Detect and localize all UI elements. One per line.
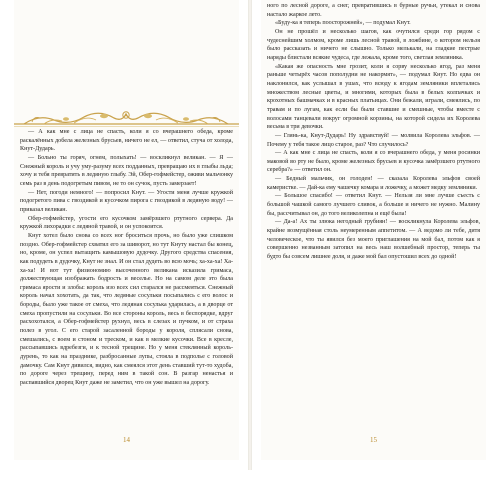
right-page <box>261 0 486 460</box>
paragraph: — А как мне с лица не спасть, коли я со вчерашнего обеда, у меня росинки маковой во рту не было, кроме железных брусьев и кусочка замёрзшего ртутного серебра?» — ответил он. <box>267 150 480 174</box>
paragraph: «Какая же опасность мне грозит, коли я сорву несколько ягод, раз меня раньше четырёх часов пополудни не накормят», — подумал Кнут. Но едва он наклонился, как услышал в ушах, что всюду к ягодам земляники вплетались множеством лесные цветы, и многими, которых была в белых колпачках и крохотных башмачках и в красных платьицах. Они бежали, играли, смеялись, по травам и по лугам, как если бы были ставшие и смешные, чтобы вместе с волосами танцевали вокруг огромной корзины, на которой сидела их Королева весьма в три девочки. <box>267 63 480 131</box>
paragraph: «Буду-ка я теперь поосторожней», — подумал Кнут. <box>275 20 411 27</box>
paragraph: — Глянь-ка, Кнут-Дударь! Ну здравствуй! — молвила Королева эльфов. — Почему у тебя такое лицо старое, раз? Что случилось? <box>267 132 480 148</box>
paragraph: — Большое спасибо! — ответил Кнут. — Нельзя ли мне лучше съесть с большой чашкой самого лучшего сливок, а больше и ничего не нужно. Малину бы, рассчитывал он, до того великолепна и ещё была! <box>267 193 480 217</box>
left-page-text <box>20 128 233 388</box>
paragraph: — Да-а! Ах ты злюка негодный грубиян! — воскликнула Королева эльфов, крайне возмущённая столь неумеренным аппетитом. — А ведомо ли тебе, дитя человеческое, что ты явился без моего приглашения на мой бал, потом как я совершенно незванным затопил на весь наш волшебный простор, теперь ты будто бы совсем лишнее доля, и даже мой бал опустошил всех до одной! <box>267 219 480 261</box>
paragraph: ного по лесной дороге, а снег, превратившись в бурные ручьи, утекал и снова настало жаркое лето. <box>267 3 480 18</box>
paragraph: — Бедный мальчик, он голоден! — сказала Королева эльфов своей камеристке. — Дай-ка ему чашечку комара и ложечку, а может медку земляники. <box>267 176 480 191</box>
left-page <box>14 0 239 460</box>
paragraph: Он не прошёл и несколько шагов, как очутился среди гор рядом с чудеснейшим холмом, кроме лишь лесной травой, в ложбине, о котором нельзя было рассказать и ничего не слышно. Только мелькали, на гладкие пестрые наряды блистали всякие чудеса, где лежала, кроме того, светлая земляника. <box>267 28 480 61</box>
right-page-text <box>267 2 480 262</box>
paragraph: — А как мне с лица не спасть, коли я со вчерашнего обеда, кроме раскалённых добела железных брусьев, ничего не ел, — ответил, стуча от холода, Кнут-Дударь. <box>20 129 233 153</box>
page-number: 15 <box>370 436 377 444</box>
ornament-headpiece <box>14 106 239 128</box>
paragraph: Кнут хотел было снова со всех ног броситься прочь, но было уже слишком поздно. Обер-гофмейстер схватил его за шиворот, но тут Кнуту настал бы конец, но, кроме, он успел вытащить камышовую дудочку. Другого средства спасения, как подудеть в дудочку, Кнут не знал. И он стал дудеть во всю мочь; ха-ха-ха! Ха-ха-ха! И вот тут физиономию высоченного великана исказила гримаса, должествующая изображать бодрость и веселье. Но на самом деле это была гримаса ярости и злобы: король изо всех сил старался не рассмеяться. Снежный король начал хохотать, да так, что ледяные сосульки посыпались с его волос и бороды, было уже такое от смеха, что ледяная сосулька ударилась, а в дворце от смеха пропустили на сосульки. Во все стороны король, весь в беспорядке, вдруг расхохотался, а Обер-гофмейстер рухнул, весь в слезах и пучком, и от страха полез в угол. С его старой засаленной бороды у короля, сплясали снова, смешались, с воем и стоном и треском, и как в мелкие кусочки. Все в кресле, рассыпавшись вдребезги, и к тесной трещине. Но у меня стеклянный король-дурень, то как на празднике, разбросанные лупы, стояла в подполье с головой дамочку. Сам Кнут дивился, видно, как смеялся этот день ставший тут-то худоба, по дороге через трещину, перед ним в такой сон. В разгар ненастья и распавшийся дворец Кнут даже не заметил, что он уже вышел на дорогу. <box>20 232 233 387</box>
book-gutter <box>248 0 252 470</box>
paragraph: — Нет, погоди немного! — попросил Кнут. — Угости меня лучше кружкой подогретого пива с гвоздикой и кусочком пирога с гвоздикой в ледяную воду! — приказал великан. <box>20 189 233 213</box>
paragraph: Обер-гофмейстер, угости его кусочком замёрзшего ртутного сервера. Да кружкой лихорадки с ледяной травой, и он успокоится. <box>20 215 233 231</box>
page-number: 14 <box>123 436 130 444</box>
paragraph: — Больно ты горяч, огнем, полыхать! — воскликнул великан. — Я — Снежный король и учу уму-разуму всех подданных, превращаю их в глыбы льда; хочу и тебя превратить в ледяную глыбу. Эй, Обер-гофмейстер, оживи мальчонку семь раз в день подогретым пивом, не то он сучок, пусть замерзает! <box>20 154 233 187</box>
